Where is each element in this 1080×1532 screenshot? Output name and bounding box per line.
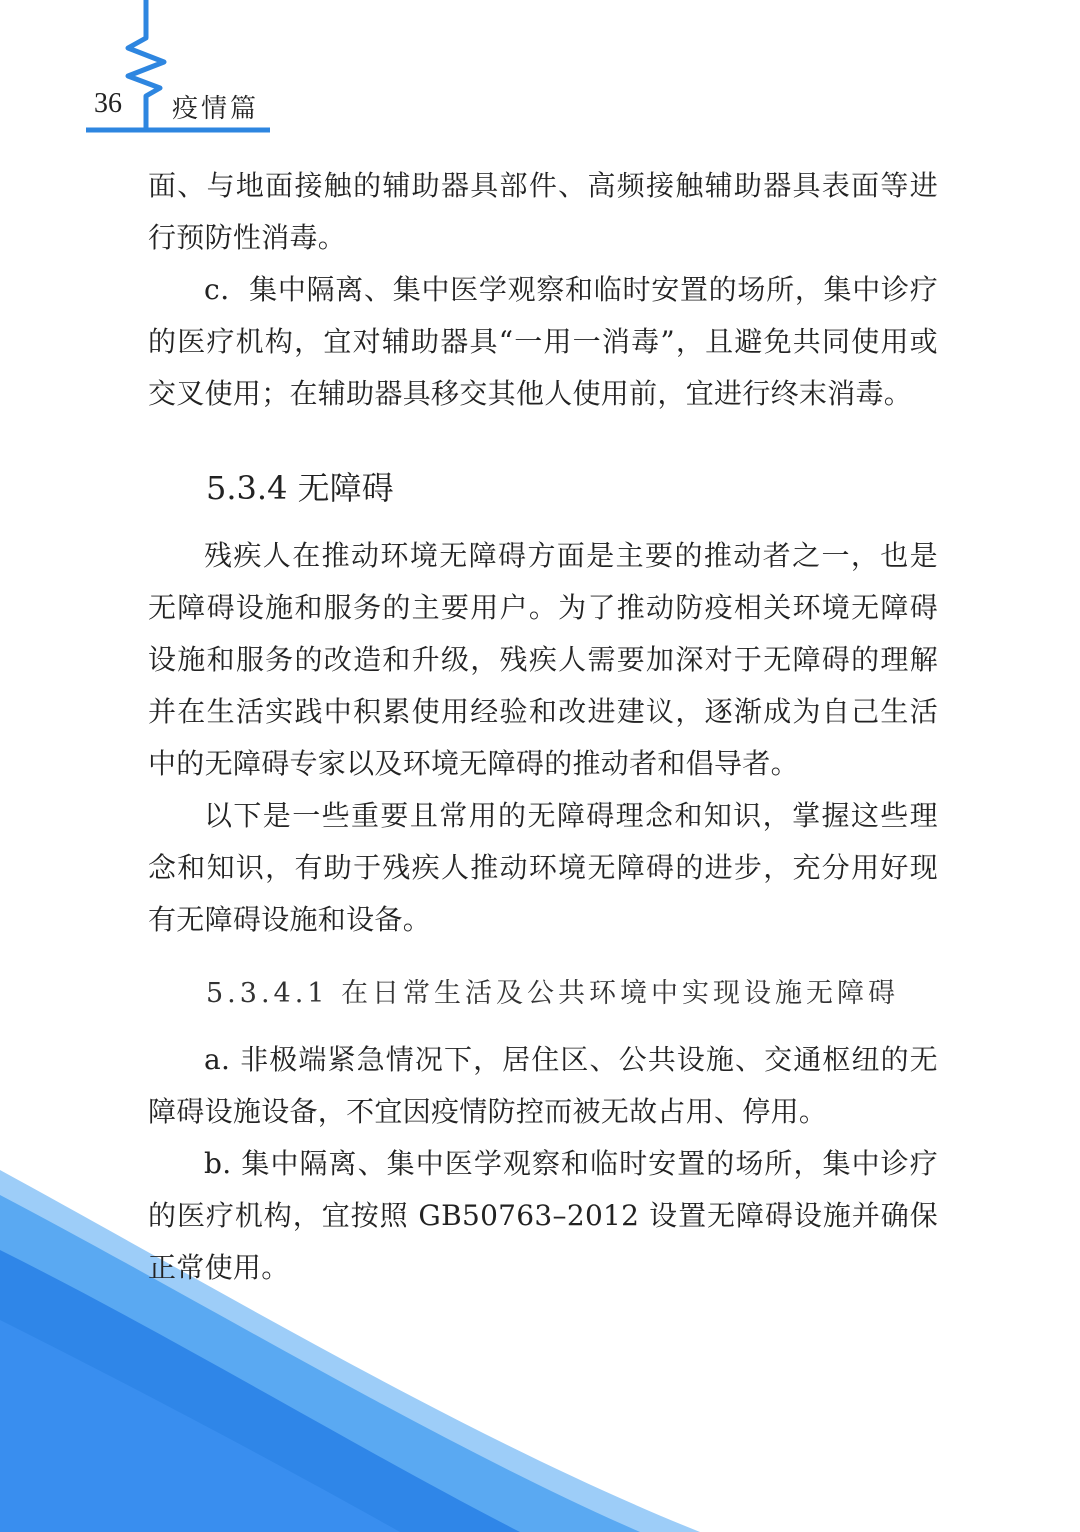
page-number: 36 (94, 88, 122, 119)
chapter-title: 疫情篇 (172, 94, 260, 124)
paragraph-intro: 残疾人在推动环境无障碍方面是主要的推动者之一，也是无障碍设施和服务的主要用户。为了推动防疫相关环境无障碍设施和服务的改造和升级，残疾人需要加深对于无障碍的理解并在生活实践中积累使用经验和改进建议，逐渐成为自己生活中的无障碍专家以及环境无障碍的推动者和倡导者。 (148, 539, 938, 780)
paragraph-concepts: 以下是一些重要且常用的无障碍理念和知识，掌握这些理念和知识，有助于残疾人推动环境无障碍的进步，充分用好现有无障碍设施和设备。 (148, 799, 938, 936)
header-zigzag-line (128, 0, 164, 130)
paragraph-item-b: b. 集中隔离、集中医学观察和临时安置的场所，集中诊疗的医疗机构，宜按照 GB50763–2012 设置无障碍设施并确保正常使用。 (148, 1147, 938, 1284)
paragraph-item-a: a. 非极端紧急情况下，居住区、公共设施、交通枢纽的无障碍设施设备，不宜因疫情防控而被无故占用、停用。 (148, 1043, 938, 1128)
paragraph-continued: 面、与地面接触的辅助器具部件、高频接触辅助器具表面等进行预防性消毒。 (148, 169, 938, 254)
subsection-heading-5-3-4-1: 5.3.4.1 在日常生活及公共环境中实现设施无障碍 (206, 978, 900, 1009)
paragraph-item-c: c．集中隔离、集中医学观察和临时安置的场所，集中诊疗的医疗机构，宜对辅助器具“一用一消毒”，且避免共同使用或交叉使用；在辅助器具移交其他人使用前，宜进行终末消毒。 (148, 273, 938, 410)
section-heading-5-3-4: 5.3.4 无障碍 (206, 469, 394, 507)
body-text (148, 160, 938, 1294)
